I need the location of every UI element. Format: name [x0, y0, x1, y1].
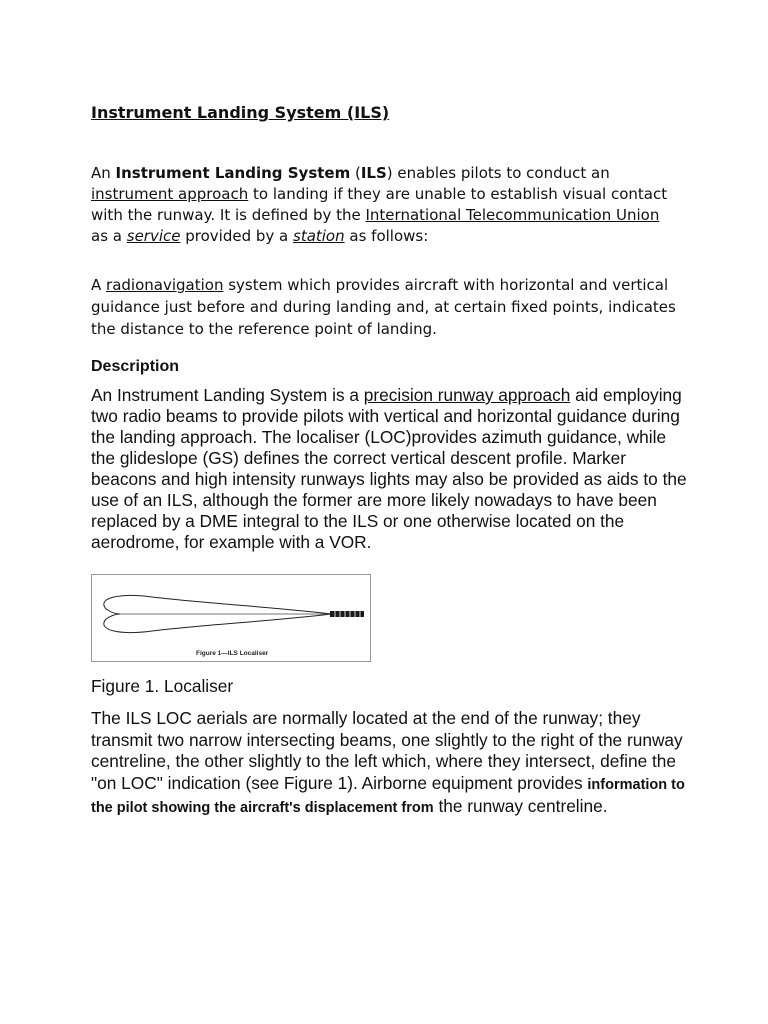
intro-text-2: ( — [350, 164, 361, 182]
document-title: Instrument Landing System (ILS) — [91, 103, 390, 122]
intro-text-1: An — [91, 164, 116, 182]
localiser-emphasis: information to the pilot showing the aircraft's displacement from — [91, 776, 685, 816]
link-instrument-approach[interactable]: instrument approach — [91, 185, 249, 203]
localiser-diagram — [92, 575, 372, 663]
intro-text-6: provided by a — [180, 227, 293, 245]
intro-text-7: as follows: — [344, 227, 429, 245]
description-paragraph — [91, 385, 691, 553]
link-station[interactable]: station — [293, 227, 345, 245]
intro-term-abbrev: ILS — [360, 164, 387, 182]
link-service[interactable]: service — [126, 227, 181, 245]
definition-quote — [91, 274, 691, 340]
localiser-text-1: The ILS LOC aerials are normally located at the end of the runway; they transmit two narrow intersecting beams, one slightly to the right of the runway centreline, the other slightly to the left which, where they intersect, define the "on LOC" indication (see Figure 1). Airborne equipment provides — [91, 708, 683, 793]
link-radionavigation[interactable]: radionavigation — [106, 276, 224, 294]
localiser-figure — [91, 574, 371, 662]
intro-text-4: to landing if they are unable to establish visual contact with the runway. It is defined by the — [91, 185, 668, 224]
localiser-paragraph — [91, 708, 691, 820]
figure-inner-caption: Figure 1—ILS Localiser — [196, 650, 269, 657]
link-itu[interactable]: International Telecommunication Union — [365, 206, 660, 224]
intro-term-ils: Instrument Landing System — [115, 164, 351, 182]
intro-text-3: ) enables pilots to conduct an — [386, 164, 610, 182]
link-precision-runway-approach[interactable]: precision runway approach — [363, 385, 571, 405]
intro-paragraph — [91, 163, 681, 247]
figure-caption: Figure 1. Localiser — [91, 676, 234, 696]
quote-text-1: A — [91, 276, 107, 294]
description-heading: Description — [91, 358, 180, 375]
localiser-text-2: the runway centreline. — [433, 796, 608, 816]
description-text-1: An Instrument Landing System is a — [91, 385, 364, 405]
quote-text-2: system which provides aircraft with horizontal and vertical guidance just before and during landing and, at certain fixed points, indicates the distance to the reference point of landing. — [91, 276, 676, 338]
description-text-2: aid employing two radio beams to provide pilots with vertical and horizontal guidance during the landing approach. The localiser (LOC)provides azimuth guidance, while the glideslope (GS) defines the correct vertical descent profile. Marker beacons and high intensity runways lights may also be provided as aids to the use of an ILS, although the former are more likely nowadays to have been replaced by a DME integral to the ILS or one otherwise located on the aerodrome, for example with a VOR. — [91, 385, 687, 552]
intro-text-5: as a — [91, 227, 127, 245]
